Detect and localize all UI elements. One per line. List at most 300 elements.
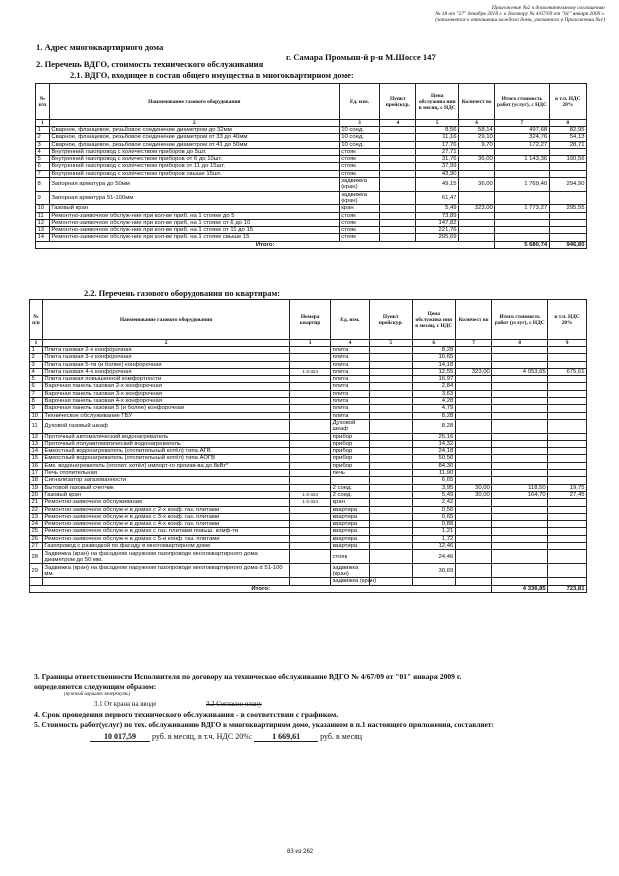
equipment-name: Ремонтно-заявочное обслуживание — [42, 499, 289, 506]
vat — [548, 528, 587, 535]
equipment-name: Бытовой газовый счетчик — [42, 484, 289, 491]
column-number: 7 — [455, 340, 492, 347]
row-number: 1 — [30, 347, 43, 354]
price: 84,30 — [412, 462, 455, 469]
table-1-header-cell: Цена обслужива ния в месяц, с НДС — [416, 84, 459, 120]
vat: 190,56 — [549, 156, 586, 163]
column-number: 6 — [459, 120, 495, 127]
quantity — [455, 383, 492, 390]
row-number: 10 — [36, 205, 50, 212]
unit: стояк — [339, 212, 379, 219]
price-item — [369, 412, 412, 419]
table-row — [30, 550, 587, 564]
vat — [548, 477, 587, 484]
apartment-numbers — [290, 455, 331, 462]
table-row — [36, 148, 587, 155]
quantity — [459, 170, 495, 177]
price-item — [369, 550, 412, 564]
row-number: 17 — [30, 470, 43, 477]
quantity — [455, 405, 492, 412]
price: 5,49 — [416, 205, 459, 212]
total — [495, 170, 549, 177]
total — [495, 227, 549, 234]
unit: квартира — [331, 513, 370, 520]
price-item — [369, 440, 412, 447]
vat — [549, 170, 586, 177]
unit: квартира — [331, 543, 370, 550]
vat: 19,75 — [548, 484, 587, 491]
total — [492, 543, 548, 550]
table-2-header-cell: Пункт прейскур. — [369, 300, 412, 340]
row-number: 28 — [30, 550, 43, 564]
section-4-text: 4. Срок проведения первого технического обслуживания - в соответствии с графиком. — [34, 710, 339, 719]
apartment-numbers: 1-3-324 — [290, 491, 331, 498]
table-1-header-row — [36, 84, 587, 120]
apartment-numbers — [290, 390, 331, 397]
apartment-numbers — [290, 521, 331, 528]
table-row — [30, 484, 587, 491]
equipment-name: Плита газовая 2-х конфорочная — [42, 347, 289, 354]
quantity — [455, 477, 492, 484]
quantity: 323,00 — [459, 205, 495, 212]
unit: плита — [331, 398, 370, 405]
table-row — [30, 354, 587, 361]
table-row — [30, 470, 587, 477]
price: 61,47 — [416, 191, 459, 205]
total: 1 769,40 — [495, 178, 549, 192]
unit: 10 соед. — [339, 134, 379, 141]
monthly-cost-amount: 10 017,59 — [90, 732, 150, 742]
equipment-name: Газовый кран — [42, 491, 289, 498]
price-item — [380, 134, 416, 141]
vat — [548, 535, 587, 542]
vat — [548, 419, 587, 433]
price: 3,63 — [412, 390, 455, 397]
row-number: 9 — [36, 191, 50, 205]
quantity — [459, 212, 495, 219]
total-label: Итого: — [30, 585, 492, 592]
price-item — [369, 433, 412, 440]
apartment-numbers — [290, 564, 331, 578]
quantity — [455, 376, 492, 383]
equipment-name: Сварное, фланцевое, резьбовое соединение диаметром от 41 до 50мм — [49, 141, 339, 148]
equipment-name: Плита газовая 3-х конфорочная — [42, 354, 289, 361]
total: 172,27 — [495, 141, 549, 148]
vat — [549, 191, 586, 205]
apartment-numbers — [290, 477, 331, 484]
total — [495, 219, 549, 226]
quantity — [459, 191, 495, 205]
total: 324,76 — [495, 134, 549, 141]
price-item — [369, 455, 412, 462]
price: 8,28 — [412, 412, 455, 419]
price: 295,69 — [416, 234, 459, 241]
price-item — [369, 470, 412, 477]
equipment-name: Проточный автоматический водонагреватель — [42, 433, 289, 440]
row-number: 9 — [30, 405, 43, 412]
equipment-name: Запорная арматура 51-100мм — [49, 191, 339, 205]
total — [492, 405, 548, 412]
total — [492, 376, 548, 383]
quantity — [455, 354, 492, 361]
column-number: 1 — [36, 120, 50, 127]
table-1-header-cell: Количест во — [459, 84, 495, 120]
row-number: 29 — [30, 564, 43, 578]
unit: 2 соед. — [331, 484, 370, 491]
column-number: 2 — [42, 340, 289, 347]
total — [492, 398, 548, 405]
quantity — [459, 234, 495, 241]
apartment-numbers — [290, 440, 331, 447]
row-number: 19 — [30, 484, 43, 491]
apartment-numbers — [290, 484, 331, 491]
apartment-numbers — [290, 354, 331, 361]
price: 147,82 — [416, 219, 459, 226]
table-row — [30, 513, 587, 520]
price-item — [369, 361, 412, 368]
unit: прибор — [331, 462, 370, 469]
table-row — [30, 433, 587, 440]
unit: стояк — [331, 550, 370, 564]
row-number: 2 — [30, 354, 43, 361]
table-row — [30, 440, 587, 447]
price: 0,88 — [412, 521, 455, 528]
price: 24,18 — [412, 448, 455, 455]
table-row — [30, 528, 587, 535]
column-number: 4 — [331, 340, 370, 347]
table-row — [30, 535, 587, 542]
monthly-vat-amount: 1 669,61 — [254, 732, 318, 742]
vat — [548, 361, 587, 368]
unit: плита — [331, 383, 370, 390]
unit: 10 соед. — [339, 127, 379, 134]
price-item — [380, 178, 416, 192]
section-1-label: 1. Адрес многоквартирного дома — [36, 42, 164, 52]
row-number: 11 — [36, 212, 50, 219]
quantity: 36,00 — [459, 178, 495, 192]
apartment-numbers: 1-3-324 — [290, 499, 331, 506]
total — [492, 506, 548, 513]
unit: задвижка (кран) — [332, 578, 377, 585]
price-item — [369, 448, 412, 455]
unit: плита — [331, 405, 370, 412]
table-row — [36, 227, 587, 234]
quantity — [455, 528, 492, 535]
row-number: 12 — [36, 219, 50, 226]
column-number: 3 — [339, 120, 379, 127]
unit: 10 соед. — [339, 141, 379, 148]
row-number: 7 — [30, 390, 43, 397]
price: 11,16 — [416, 134, 459, 141]
row-number: 8 — [36, 178, 50, 192]
quantity — [455, 470, 492, 477]
table-row — [30, 455, 587, 462]
total — [492, 412, 548, 419]
row-number: 18 — [30, 477, 43, 484]
equipment-name: Емк. водонагреватель (отопит. котёл) импорт-го произв-ва до 8кВт* — [42, 462, 289, 469]
vat — [548, 398, 587, 405]
quantity — [455, 506, 492, 513]
table-row — [30, 521, 587, 528]
vat — [548, 376, 587, 383]
section-2-label: 2. Перечень ВДГО, стоимость технического обслуживания — [36, 59, 264, 69]
price-item — [369, 462, 412, 469]
table-row — [30, 419, 587, 433]
equipment-name: Емкостный водонагреватель (отопительный котёл) типа АГВ — [42, 448, 289, 455]
total — [495, 191, 549, 205]
unit: стояк — [339, 170, 379, 177]
table-row — [30, 376, 587, 383]
price-item — [380, 191, 416, 205]
unit: кран — [331, 499, 370, 506]
table-row — [30, 499, 587, 506]
table-row — [30, 390, 587, 397]
price-item — [369, 477, 412, 484]
vat: 54,13 — [549, 134, 586, 141]
table-row — [30, 543, 587, 550]
table-1-title: 2.1. ВДГО, входящее в состав общего имущества в многоквартирном доме: — [70, 71, 354, 80]
vat — [549, 148, 586, 155]
price: 221,76 — [416, 227, 459, 234]
apartment-numbers — [290, 361, 331, 368]
vat — [549, 234, 586, 241]
quantity — [455, 390, 492, 397]
price-item — [369, 347, 412, 354]
unit — [331, 477, 370, 484]
table-2-header-row — [30, 300, 587, 340]
price: 16,97 — [412, 376, 455, 383]
vat — [548, 499, 587, 506]
table-row — [36, 134, 587, 141]
vat — [548, 412, 587, 419]
price: 12,55 — [412, 368, 455, 375]
quantity — [455, 543, 492, 550]
price-item — [369, 484, 412, 491]
total — [492, 361, 548, 368]
apartment-numbers — [290, 470, 331, 477]
row-number: 3 — [36, 141, 50, 148]
table-row — [30, 383, 587, 390]
quantity — [455, 521, 492, 528]
table-2-header-cell: Номера квартир — [290, 300, 331, 340]
price: 73,89 — [416, 212, 459, 219]
total — [492, 470, 548, 477]
column-number: 9 — [548, 340, 587, 347]
quantity — [459, 227, 495, 234]
quantity — [455, 448, 492, 455]
price-item — [369, 419, 412, 433]
total-vat: 723,81 — [548, 585, 587, 592]
vat — [548, 354, 587, 361]
vat — [548, 440, 587, 447]
apartment-numbers — [290, 405, 331, 412]
appendix-line-3: (заполняется в отношении каждого дома, указанного в Приложении №1) — [435, 17, 605, 24]
price: 14,18 — [412, 361, 455, 368]
section-3-line-1: 3. Границы ответственности Исполнителя по договору на техническое обслуживание ВДГО № 4/67/09 от "01" января 2009 г. — [34, 672, 462, 681]
unit: плита — [331, 361, 370, 368]
quantity — [455, 499, 492, 506]
table-row — [30, 462, 587, 469]
price-item — [369, 564, 412, 578]
equipment-name: Ремонтно-заявочное обслуж-ние при кол-ве приб. на 1 стояке до 5 — [49, 212, 339, 219]
quantity — [455, 433, 492, 440]
price: 12,46 — [412, 543, 455, 550]
table-row — [30, 564, 587, 578]
table-row — [30, 368, 587, 375]
total — [492, 564, 548, 578]
vat: 28,71 — [549, 141, 586, 148]
quantity: 30,00 — [455, 484, 492, 491]
quantity: 9,70 — [459, 141, 495, 148]
unit: стояк — [339, 234, 379, 241]
vat — [549, 227, 586, 234]
total — [492, 521, 548, 528]
common-equipment-table — [35, 83, 587, 249]
table-row — [36, 191, 587, 205]
price-item — [369, 506, 412, 513]
total — [492, 383, 548, 390]
vat — [548, 405, 587, 412]
price-item — [380, 170, 416, 177]
monthly-cost-line — [90, 732, 362, 742]
table-row — [30, 347, 587, 354]
unit: квартира — [331, 535, 370, 542]
equipment-name: Варочная панель газовая 5 (и более) конфорочная — [42, 405, 289, 412]
row-number: 10 — [30, 412, 43, 419]
price: 3,95 — [412, 484, 455, 491]
total: 118,50 — [492, 484, 548, 491]
appendix-note — [435, 5, 605, 24]
total — [492, 419, 548, 433]
appendix-line-1: Приложение №2 к дополнительному соглашению — [491, 5, 605, 11]
vat — [548, 448, 587, 455]
table-row — [30, 361, 587, 368]
table-row — [30, 405, 587, 412]
equipment-name: Плита газовая повышенной комфортности — [42, 376, 289, 383]
apartment-numbers — [290, 528, 331, 535]
row-number: 20 — [30, 491, 43, 498]
apartment-numbers — [290, 448, 331, 455]
quantity — [455, 398, 492, 405]
table-row — [30, 477, 587, 484]
row-number: 6 — [36, 163, 50, 170]
equipment-name: Ремонтно-заявочное обслуж-ние при кол-ве приб. на 1 стояке от 6 до 10 — [49, 219, 339, 226]
price-item — [380, 234, 416, 241]
vat — [548, 383, 587, 390]
equipment-name: Духовой газовый шкаф — [42, 419, 289, 433]
vat: 294,90 — [549, 178, 586, 192]
row-number: 2 — [36, 134, 50, 141]
unit: стояк — [339, 163, 379, 170]
price: 5,49 — [412, 491, 455, 498]
price-item — [380, 163, 416, 170]
unit: прибор — [331, 455, 370, 462]
price: 43,90 — [416, 170, 459, 177]
equipment-name: Варочная панель газовая 4-х конфорочная — [42, 398, 289, 405]
price: 27,71 — [416, 148, 459, 155]
table-2-header-cell: Количест во — [455, 300, 492, 340]
equipment-name: Задвижка (кран) на фасадном наружном газопроводе многоквартирного дома d 51-100 мм. — [42, 564, 289, 578]
column-number: 2 — [49, 120, 339, 127]
price: 2,84 — [412, 383, 455, 390]
apartment-numbers — [290, 462, 331, 469]
column-number: 8 — [492, 340, 548, 347]
table-1-header-cell: № п/п — [36, 84, 50, 120]
price-item — [369, 535, 412, 542]
price: 4,79 — [412, 405, 455, 412]
price-item — [369, 383, 412, 390]
equipment-name: Варочная панель газовая 2-х конфорочная — [42, 383, 289, 390]
monthly-cost-mid: руб. в месяц, в т.ч. НДС 20%: — [152, 732, 253, 741]
apartment-numbers — [290, 550, 331, 564]
price-item — [380, 227, 416, 234]
equipment-name: Сварное, фланцевое, резьбовое соединение диаметром до 32мм — [49, 127, 339, 134]
price: 0,65 — [412, 513, 455, 520]
price-item — [380, 141, 416, 148]
column-number: 1 — [30, 340, 43, 347]
equipment-name: Внутренний газопровод с количеством приборов от 6 до 10шт. — [49, 156, 339, 163]
total-label: Итого: — [36, 241, 495, 248]
quantity — [455, 462, 492, 469]
row-number: 16 — [30, 462, 43, 469]
quantity — [455, 535, 492, 542]
total — [495, 148, 549, 155]
quantity — [459, 148, 495, 155]
unit: плита — [331, 368, 370, 375]
total-sum: 4 336,85 — [492, 585, 548, 592]
price: 8,56 — [416, 127, 459, 134]
unit: печь — [331, 470, 370, 477]
vat: 27,45 — [548, 491, 587, 498]
unit: стояк — [339, 227, 379, 234]
unit: 2 соед. — [331, 491, 370, 498]
table-1-number-row — [36, 120, 587, 127]
column-number: 6 — [412, 340, 455, 347]
equipment-name: Сигнализатор загазованности — [42, 477, 289, 484]
total — [492, 354, 548, 361]
table-2-header-cell: Наименование газового оборудования — [42, 300, 289, 340]
price-item — [369, 390, 412, 397]
price-item — [380, 127, 416, 134]
total: 1 773,27 — [495, 205, 549, 212]
row-number: 7 — [36, 170, 50, 177]
row-number: 24 — [30, 521, 43, 528]
quantity — [455, 455, 492, 462]
apartment-equipment-table — [29, 299, 587, 593]
apartment-numbers — [290, 535, 331, 542]
quantity — [455, 564, 492, 578]
equipment-name: Внутренний газопровод с количеством приборов от 11 до 15шт. — [49, 163, 339, 170]
house-address: г. Самара Промыш-й р-н М.Шоссе 147 — [286, 52, 436, 62]
unit: стояк — [339, 219, 379, 226]
row-number: 14 — [30, 448, 43, 455]
row-number: 15 — [30, 455, 43, 462]
row-number: 13 — [30, 440, 43, 447]
quantity — [455, 347, 492, 354]
apartment-numbers — [290, 383, 331, 390]
price: 8,28 — [412, 419, 455, 433]
total — [495, 234, 549, 241]
table-2-number-row — [30, 340, 587, 347]
table-row — [36, 212, 587, 219]
vat — [548, 433, 587, 440]
vat: 675,61 — [548, 368, 587, 375]
table-row — [36, 219, 587, 226]
equipment-name: Задвижка (кран) на фасадном наружном газопроводе многоквартирного дома диаметром до 50 мм. — [42, 550, 289, 564]
table-row — [30, 412, 587, 419]
quantity: 323,00 — [455, 368, 492, 375]
price: 25,16 — [412, 433, 455, 440]
